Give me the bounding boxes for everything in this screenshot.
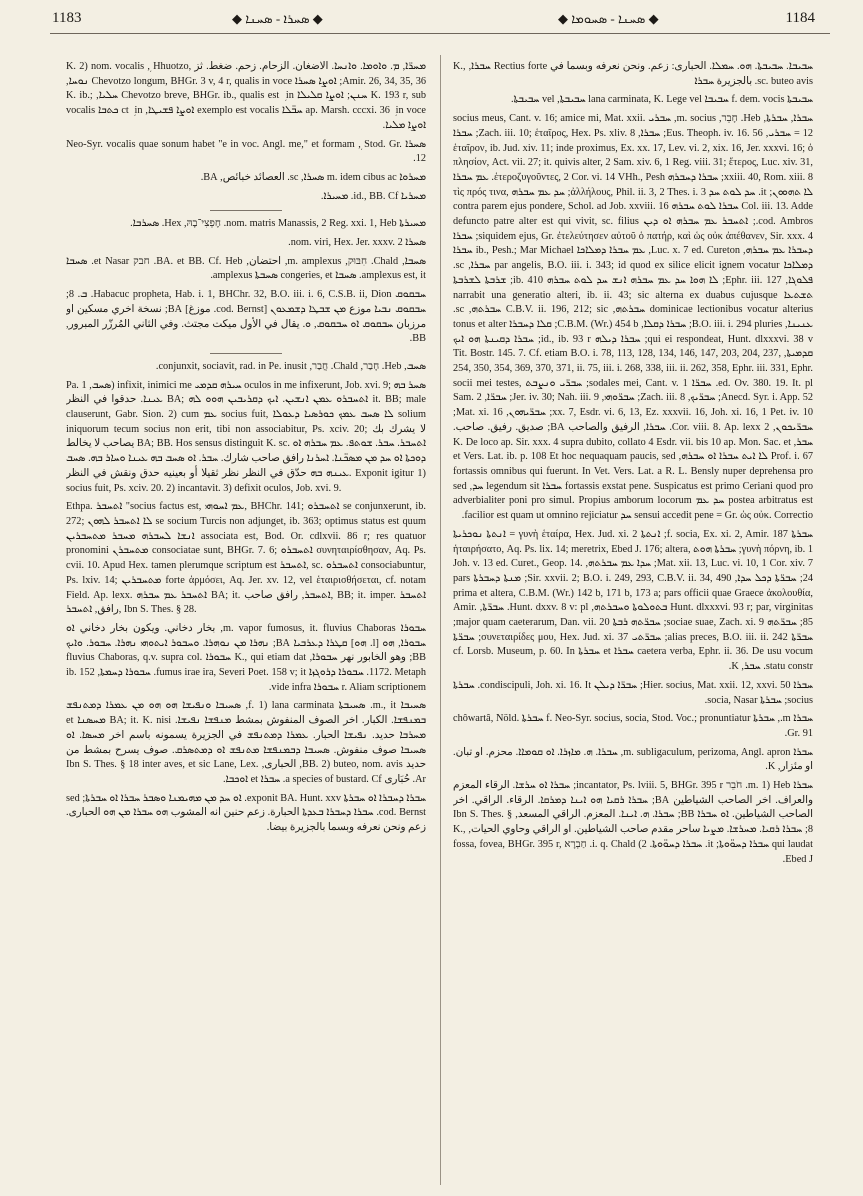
entry: ܣܚܒܐ, Chald. חִבּוּק, m. amplexus, احتضان, BA. et BB. Cf. Heb. חבק et Nasar. ܣܚܒܐ amplexus est, it. ܣܚܒܐ congeries, et ܣܚܒܬܐ amplexus. bbox=[66, 255, 426, 282]
entry: ܡܚܝܪܬܐ nom. matris Manassis, 2 Reg. xxi. 1, Heb. חֶפְצִי־בָהּ, Hex. ܣܚܪܒܐ. bbox=[130, 218, 426, 230]
entry: ܚܒܪܐ m. 1) Heb. חֹבֵר incantator, Ps. lviii. 5, BHGr. 395 r; ܚܒܪܐ ܐܘ ܚܪܫܐ. الرقاء المعزم والعراف. اخر الصاحب الشياطين BA; ܚܒܪܐ ܪܩܝܐ ܗܘ ܐܝܢܐ ܕܡܪܩܐ. الرقاء. الراقي. اخر الصاحب الشياطين. ܐܘ ܚܒܪܐ BB; ܚܒܪܐ. ܗ. ܐܝܢܐ. المعزم. الراقي المسعد, Ibn S. Thes. § 8; ܚܒܪܐ ܪܩܝܐ. ܡܚܪܫܐ. ܡܨܝܐ ساحر مقدم صاحب الشياطين. او الراقي وحاوي الحيات, K., qui laudat ܚܒܪܐ ܕܚܘ̈ܘܬܐ; it. ܚܒܪܐ ܕܚܘ̈ܘܬܐ. 2) i. q. Chald. חַבְרָא fossa, fovea, BHGr. 395 r, Ebed J. bbox=[453, 780, 813, 865]
entry: ܚܒܪܐ m. subligaculum, perizoma, Angl. apron, ܚܒܪܐ. ܗ. ܡܐܙܪܐ. ܐܘ ܩܘܡܐܐ. محزم. او تبان. او مئزار, K. bbox=[453, 746, 813, 773]
section-separator bbox=[210, 353, 282, 354]
running-head-right: ◆ ܣܚܢܐ - ܣܚܘܡܐ ◆ bbox=[558, 11, 659, 26]
entry: ܚܒܩܘܩ Habacuc propheta, Hab. i. 1, BHChr. 32, B.O. iii. i. 6, C.S.B. ii, Dion. ܒ. 8; ܚܒܩܘܩ ܢܒܝܐ موزع ܡܢ ܫܒܛܐ ܕܫܡܥܘܢ [cod. Bernst. موزغ] BA; نسخة اخري مسكين او مرزبان ܚܒܩܘܩ ܐܘ ܚܒܩܘܩ, ܘ. يقال في الأول ميكت مجتث. وفي الثاني المُرزّر المبرور, BB. bbox=[66, 289, 426, 345]
entry: ܚܒܪܐ Hier. socius, Mat. xxii. 12, xxvi. 50; ܚܒܪ̈ܐ ܕܝܠܢ condiscipuli, Joh. xi. 16. It. ܚܒܪܬܐ socius; ܚܒܪܬܐ socia, Nasar. bbox=[453, 679, 813, 706]
entry: ܚܒܝܒܬܐ f. dem. vocis ܚܒܝܒܐ lana carminata, K. Lege vel ܚܒܝܒܬܐ, vel ܚܒܝܒܬܐ. bbox=[510, 94, 813, 106]
entry: ܡܚܪܘܐ m. idem cibus ac ܣܚܪܐ, sc. العصائد خبائص, BA. bbox=[200, 171, 426, 183]
page-number-left: 1183 bbox=[52, 10, 82, 26]
header-rule bbox=[50, 33, 830, 34]
entry: ܚܒܪܐ, ܚܒܪܬܐ, Heb. חָבֵר, m. socius, ܚܒܪܝ socius meus, Cant. v. 16; amice mi, Mat. xxii. 12 = ܚܒܪܝ, Eus. Theoph. iv. 16. 56; ܚܒܪܐ, Zach. iii. 10; ἑταῖρος, Hex. Ps. xliv. 8; ܚܒܪܐ ἑταῖρον, ib. Jud. xiv. 11; inde proximus, Ex. xx. 17, Lev. vi. 2, xix. 16, Jer. xxxvi. 16; ὁ πλησίον, Act. vii. 27; it. quivis alter, 2 Sam. xiv. 6, 1 Reg. viii. 31; ἕτερος, Luc. xiv. 31, xxiii. 40, Rom. xiii. 8; ܚܒܪܐ ܕܚܒܪܗ ἑτεροζυγοῦντες, 2 Cor. vi. 14 VHh., Pesh. ܥܡ ܚܒܪܐ ܠܐ ܬܗܘܘܢ; it. ܚܕ ܠܘܬ ܚܕ ἀλλήλους, Phil. ii. 3, 2 Thes. i. 3; ܚܕ ܥܡ ܚܒܪܗ τὶς πρός τινα, Col. iii. 13. Adde ܚܒܪܐ ܠܘܬ ܚܒܪܗ contra parem ejus pondere, Schol. ad Job. xxviii. 16 cod. Ambros.; ܐܬܚܒܪ ܥܡ ܚܒܪܗ ܐܘ ܕܝܢ defuncto patre alter est qui vivit, sc. filius siquidem ejus, Gr. ἐτελεύτησεν αὐτοῦ ὁ πατήρ, καὶ ὡς οὐκ ἀπέθανεν, Sir. xxx. 4; ܚܒܪܐ ܕܚܒܪܐ ܥܡ ܚܒܪܗ, Luc. x. 7 ed. Cureton, ܥܡ ܚܒܪܐ ܕܡܠܐܟܐ ib., Pesh.; Mar Michael ܚܒܪܐ ܕܡܠܐܟܐ par angelis, B.O. iii. i. 343; id quod ex silice elicit ignem vocatur ܚܒܪܐ, sc. ܦܠܘܓܐ, Ephr. iii. 127; ܠܐ ܗܘܐ ܚܕ ܥܡ ܚܒܪܗ ܐܢܫ ܚܕ ܠܘܬ ܚܒܪܗ ib. 410; ܫܪܒܬܐ ܠܫܪܒܬܐ ܬܫܬܥܐ narrabit una generatio alteri, ib. ii. 43; sic alterna ex duabus cujusque dominicae lectionibus vocatur alterius ܚܒܪܬܗ, C.B.V. ii. 196, 212; sic ܚܒܪܬܗ, sc. ܥܢܝܢܐ, B.O. iii. i. 294 pluries; ܚܒܪܐ ܕܩܠܐ, C.B.M. (Wr.) 454 b; ܩܠܐ ܕܚܒܪܐ tonus et alter qui ei respondeat, Hunt. dlxxxvi. 38 v; ܚܒܪܐ ܕܝܠܗ id., ib. 93 r; ܚܒܪܐ ܕܩܝܢܬܐ ܗܘ ܐܝܟ ܩܕܡܝܬܐ, Tit. Bostr. 145. 7. Cf. etiam B.O. i. 78, 113, 128, 134, 146, 147, 203, 204, 237, 254, 350, 354, 369, 370, 371, ii. 75, iii. i. 268, 338, iii. ii. 262, 358, Ephr. iii. 331, Ephr. ed. Ov. 380. 19. It. pl. ܚܒܪ̈ܐ sodales mei, Cant. v. 1; ܚܒܪ̈ܝ ܘܢܨܒܬ socii mei testes, Anecd. Syr. i. App. 52; ܚܒܪ̈ܝܟ, Zach. iii. 8; ܚܒܪ̈ܘܗܝ, Jer. iv. 30; Nah. iii. 9; ܚܒܪ̈ܐ, 2 Sam. xx. 7, Esdr. vi. 6, 13, Ez. xxxvii. 16, Joh. xi. 16, 1 Pet. iv. 10; ܚܒܪ̈ܝܗܘܢ, Mat. xi. 16; ܚܒܪ̈ܝܟܘܢ, 2 Cor. viii. 8. Ap. lexx. ܚܒܪܐ, الرفيق والصاحب BA; صديق. رفيق. صاحب. ܚܒܪ, K. De loco ap. Sir. xxx. 4 supra dubito, collato 4 Esdr. vii. bis 10 ap. Mon. Sac. et Prof. i. 67 ܠܐ ܐܝܬ ܚܒܪܐ ܐܘ ܚܒܪܗ, et Vers. Lat. ib. p. 108 Et hoc nequaquam paucis, sed fortassis omnibus qui fuerunt. In Vet. Vers. Lat. a R. L. Bensly nuper deprehensa pro fortassis exstat pene. Suspicatus est primo Ceriani quod pro ܚܒܪܐ legendum sit ܚܕ, sed postea arbitratus est ܚܕ ܥܡ adverbialiter poni pro simul. Propius amborum locorum sensui accedit pene = Gr. ὡς οὐκ. Correctio ܚܕ facilior est quam ut omnino rejiciatur. bbox=[453, 113, 813, 522]
entry: ܚܒܪܬܐ f. socia, Ex. xi. 2, Amir. 187; ܐܢܬܬܐ γυνὴ ἑταίρα, Hex. Jud. xi. 2 = ܐܢܬܬܐ ܢܘܟܪܝܬܐ γυνὴ πόρνη, ib. 1; ܚܒܪܬܐ ܗܘܬ ἡταιρήσατο, Aq. Ps. lix. 14; meretrix, Ebed J. 176; altera, Mat. xii. 13, Luc. vi. 10, 1 Cor. xiv. 7; ܚܕܐ ܥܡ ܚܒܪܬܗ, Joh. v. 13 ed. Curet., Geop. 14. 24; ܚܒܪ̈ܬܐ ܕܟܠ ܚܕܐ, Sir. xxvii. 2; B.O. i. 249, 293, C.B.V. ii. 34, 490; ܡܢܬܐ ܕܚܒܪܬܐ pars prima et altera, C.B.M. (Wr.) 142 b, 171 b, 173 a; pars officii quae Graece ἀκολουθία, Hunt. dlxxxvi. 93 r; par, virginitas ܒܬܘܠܘܬܐ ܘܚܒܪܬܗ, Hunt. dxxv. 8 v: pl. ܚܒܪ̈ܬܐ, Amir. 85; ܚܒܪ̈ܬܗ sociae suae, Zach. xi. 9; ܚܒܪ̈ܬܗ ܪܒܬܐ major quam caeterarum, Dan. vii. 20; ܚܒܪ̈ܬܐ alias preces, B.O. iii. ii. 242; ܚܒܪ̈ܬܝ συνεταιρίδες μου, Hex. Jud. xi. 37; ܚܒܪ̈ܬܐ caetera verba, Ephr. ii. 36. De usu vocum ܚܒܪܐ et ܚܒܪܬܐ cf. Lorsb. Museum, p. 60. In statu constr. ܚܒܪ, K. bbox=[453, 528, 813, 673]
entry: ܚܒܝܒܐ. ܚܒܝܒܬܐ. ܗܘ. ܚܡܠܐ. الحبارى: زعم. ونحن نعرفه وبسما في Rectius forte ܚܒܪܐ, K., sc. buteo avis. بالجزيرة ܚܒܪܐ bbox=[453, 61, 813, 87]
entry: ܡܚܪ̈ܐ, ܡ. ܘܐܘܡܐ. ܘܐܢܚܐ. الاضغان. الزحام. زحم. ضغط. ثز K. 2) nom. vocalis ܼ, Hhuotzo, Amir. 26, 34, 35, 36; ܐܘܨܐ ܣܚܪܐ Chevotzo longum, BHGr. 3 v, 4 r, qualis in voce ܢܘܚܐ, K. 193 r, sub ܚܢܢ; ܐܘܨܐ ܩܠܝܠܐ Chevotzo breve, BHGr. ib., qualis est ܼ in ܚܠܝܐ, K. ib.; ap. Marsh. cccxi. 36 ܼ in voce ܚܒ̈ܠܐ exemplo est vocalis ܐܘܨܐ ܦܫܝܛܐ, ct ܼ in ܟܬܒܐ vocalis ܐܘܨܐ ܡܠܝܐ. bbox=[66, 61, 426, 131]
entry: ܣܚܒ, Heb. חָבַר, Chald. חֲבַר, conjunxit, sociavit, rad. in Pe. inusit. bbox=[155, 360, 426, 372]
left-column bbox=[66, 60, 426, 1182]
entry: Ethpa. ܐܬܚܒܪ "socius factus est, ܥܡ ܐܚܘܗܝ, BHChr. 141; ܐܬܚܒܪܘ se conjunxerunt, ib. 272; ܠܐ ܐܬܚܒܪ ܠܗܘܢ se socium Turcis non adjunget, ib. 363; optimus status est quum ܐܢܫܐ ܠܚܒܪܗ ܡܚܒܪ ܡܬܚܒܪܝܢ associata est, Bod. Or. cdlxvii. 86 r; res quatuor pronomini ܡܬܚܒܪܢ consociatae sunt, BHGr. 7. 6; ܐܬܚܒܪܘ συνηταιρίσθησαν, Aq. Ps. cvii. 10. Apud Hex. tamen plerumque scriptum est ܐܬܚܒܪ, sc. ܐܬܚܒܪܘ consociabuntur, Ps. lxiv. 14; ܡܬܚܒܪܝܢ forte ἁρμόσει, Aq. Jer. xv. 12, vel ἑταιρισθήσεται, cf. notam Field. Ap. lexx. ܐܬܚܒܪ ܥܡ ܚܒܪܗ BA; it. ܐܬܚܒܪ, رافق صاحب, BB; it. imper. ܐܬܚܒܪ رافق, ܐܬܚܒܪ, Ibn S. Thes. § 28. bbox=[66, 501, 426, 616]
entry: ܚܒܪܐ ܕܚܒܪܐ ܐܘ ܚܒܪܬܐ exponit BA. Hunt. xxv. ܐܘ ܚܕ ܡܢ ܡܗܝܡܢܐ ܘܣܒܪ ܚܒܪܐ ܐܘ ܚܒܪܬܐ; sed cod. Bernst. ܚܒܪܐ ܕܚܒܪܐ ܒܥܕܬܐ الحبارة. زعم حنين انه المشوب ܗܘ ܚܒܪܐ ܡܢ ܗܘ الحبارى. زعم ونحن نعرفه وبسما بالجزيرة بيضا. bbox=[66, 792, 426, 834]
running-head-left: ◆ ܣܚܪܐ - ܣܚܢܐ ◆ bbox=[232, 11, 323, 26]
entry: Pa. ܣܚܒ, 1) infixit, inimici me ܚܝܪܗ ܩܕܡܝ oculos in me infixerunt, Job. xvi. 9; ܣܚܪ ܒܗ ܥܝܢܐ. حدقوا في النظر BA; ܐܬܚܒܪܘ ܥܡܢ ܐܢܫܝܢ. ܐܝܟ ܕܩܪܝܒܝܢ ܗܘܘ ܠܗ it. BB; male clauserunt, Gabr. Sion. 2) cum ܥܡ socius fuit, ܠܐ ܣܚܒ ܥܡܟ ܟܘܪܣܝܐ ܕܥܘܠܐ solium iniquorum tecum socius non erit, tibi non associabitur, Ps. xciv. 20; لا يشرك بك يصاحب لا يخالط BA; BB. Hos sensus distinguit K. sc. ܐܬܚܒܪ. ܚܒܪ. ܫܘܬܦ. ܥܡ ܚܒܪܗ ܐܘ ܕܘܟܬܐ ܐܘ ܚܕ ܡܢ ܡܣܟ̈ܢܐ. ܐܚܪܢܐ رافق صاحب شارك. ܚܒܪ. ܐܘ ܣܚܒ ܒܗ ܥܝܢܐ ܘܚܐܪ ܒܗ. ܣܚܒ ܥܝܢܗ ܒܗ حدّق في النظر نظر ثقيلا أو بعينيه حدق ونقش في النظر. Exponit igitur 1) socius fuit, Ps. xciv. 20. 2) incantavit. 3) defixit oculos, Job. xvi. 9. bbox=[66, 379, 426, 494]
entry: ܡܚܪܝܐ id., BB. Cf. ܡܚܝܪܐ. bbox=[320, 190, 426, 202]
section-separator bbox=[210, 210, 282, 211]
entry: ܣܚܪܐ Neo-Syr. vocalis quae sonum habet "e in voc. Angl. me," et formam ܼ, Stod. Gr. 12. bbox=[66, 138, 426, 165]
entry: ܣܚܝܒܐ m., it. ܣܚܝܒܬܐ f. 1) lana carminata, ܣܚܝܒܐ ܘܢܦܝܫܐ ܗܘ ܗܘ ܡܢ ܥܡܪܐ ܕܡܬܢܦܫ ܒܡܢܦܫܐ. الكبار. اخر الصوف المنفوش بمشط ܡܢܦܫܐ ܢܦܝܫܐ. BA; it. K. nisi ܡܚܣܢܐ et ܡܚܪܒܐ حديد. ܢܦܝܫܐ الحبار. ܥܡܪܐ ܕܡܬܢܦܫ في الجزيرة يسمونه باسم اخر ܡܚܣܐ. ܐܘ ܣܚܝܒܐ صوف منفوش. ܣܚܝܒܐ ܕܒܡܢܦܫܐ ܡܬܢܦܫ ܐܘ ܕܡܬܣܪܩ. صوف يسرح بمشط من حديد BB. 2) buteo, nom. avis, الحبارى, Ibn S. Thes. § 18 inter aves, et sic Lane, Lex. Ar. حُبَارى a species of bustard. Cf. ܚܒܪܐ et ܐܘܟܒܐ. bbox=[66, 700, 426, 785]
column-divider bbox=[440, 55, 441, 1185]
page-number-right: 1184 bbox=[785, 10, 815, 26]
entry: ܚܒܪܐ m., ܚܒܪܬܐ f. Neo-Syr. socius, socia, Stod. Voc.; pronuntiatur ܚܒܪܬܐ chôwartâ, Nöld. Gr. 91. bbox=[453, 713, 813, 739]
page-header bbox=[0, 0, 863, 40]
entry: ܣܚܪܐ nom. viri, Hex. Jer. xxxv. 2. bbox=[288, 237, 426, 249]
entry: ܚܒܘܪܐ m. vapor fumosus, it. fluvius Chaboras, بخار دخاني. ويكون بخار دخاني ܐܘ ܚܒܘܪܐ, ܗܘ [l. ܗܘ] ܩܛܪܐ ܕܥܪܒܝܐ BA; ܢܗܪܐ ܡܢ ܢܘܗܪܐ. ܘܚܒܘܪ ܐܝܬܘܗܝ ܢܗܪܐ. ܚܒܘܪ. ܘܐܝܟ BB; وهو الخابور نهر ܚܒܘܪܐ, K., qui etiam dat ܚܒܘܪܐ fluvius Chaboras, q.v. supra col. 1172. Metaph. ܚܒܘܪܐ ܕܪܘܓܙܐ fumus irae ira, Severi Poet. 158 v; it. ܚܒܘܪܐ ܕܚܡܬܐ, ib. 152 r. Aliam scriptionem ܚܒܘܪܐ vide infra. bbox=[66, 622, 426, 693]
right-column bbox=[453, 60, 813, 1182]
